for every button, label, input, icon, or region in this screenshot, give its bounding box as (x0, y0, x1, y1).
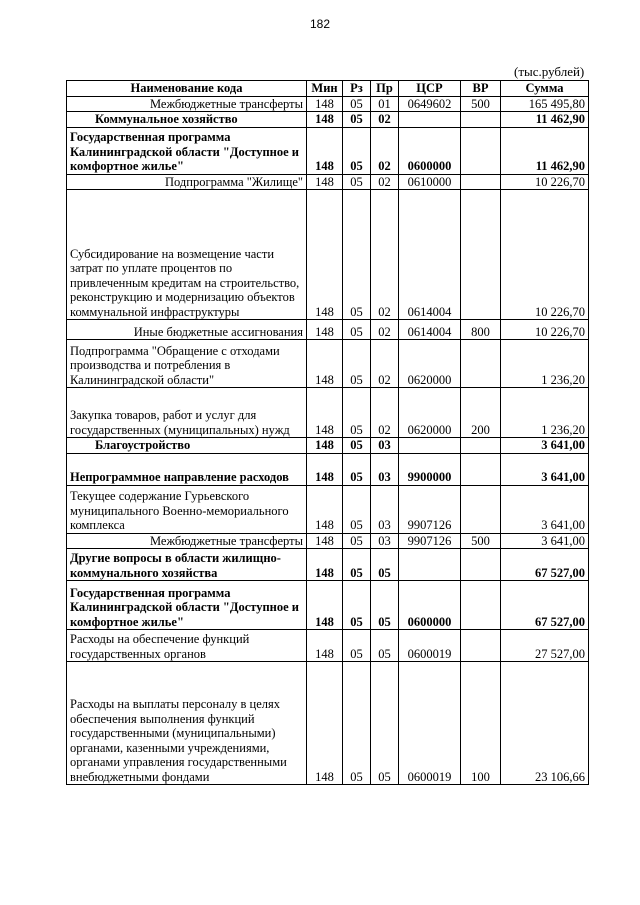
row-sum: 3 641,00 (501, 533, 589, 549)
row-pr: 03 (371, 533, 399, 549)
row-csr: 0600000 (399, 581, 461, 630)
row-vr (461, 127, 501, 174)
row-pr: 02 (371, 112, 399, 128)
row-csr (399, 112, 461, 128)
row-pr: 02 (371, 340, 399, 388)
row-name: Государственная программа Калининградской области "Доступное и комфортное жилье" (67, 581, 307, 630)
row-pr: 02 (371, 174, 399, 190)
row-min: 148 (307, 190, 343, 320)
table-row (67, 388, 589, 438)
header-vr: ВР (461, 81, 501, 97)
row-sum: 67 527,00 (501, 549, 589, 581)
row-pr: 05 (371, 630, 399, 662)
row-name: Текущее содержание Гурьевского муниципального Военно-мемориального комплекса (67, 485, 307, 533)
header-min: Мин (307, 81, 343, 97)
row-pr: 03 (371, 438, 399, 454)
row-rz: 05 (343, 340, 371, 388)
row-sum: 1 236,20 (501, 388, 589, 438)
row-pr: 05 (371, 581, 399, 630)
row-vr (461, 453, 501, 485)
row-min: 148 (307, 320, 343, 340)
row-rz: 05 (343, 112, 371, 128)
table-row (67, 662, 589, 785)
row-sum: 1 236,20 (501, 340, 589, 388)
row-vr (461, 174, 501, 190)
table-row (67, 96, 589, 112)
row-name: Подпрограмма "Обращение с отходами производства и потребления в Калининградской области" (67, 340, 307, 388)
row-csr: 0610000 (399, 174, 461, 190)
row-vr (461, 581, 501, 630)
row-vr (461, 438, 501, 454)
row-rz: 05 (343, 453, 371, 485)
row-name: Межбюджетные трансферты (67, 96, 307, 112)
row-name: Благоустройство (67, 438, 307, 454)
row-csr: 0614004 (399, 190, 461, 320)
row-vr (461, 340, 501, 388)
row-min: 148 (307, 340, 343, 388)
row-pr: 03 (371, 453, 399, 485)
row-vr: 200 (461, 388, 501, 438)
row-csr (399, 438, 461, 454)
row-rz: 05 (343, 190, 371, 320)
row-min: 148 (307, 388, 343, 438)
row-min: 148 (307, 453, 343, 485)
row-sum: 11 462,90 (501, 127, 589, 174)
row-rz: 05 (343, 549, 371, 581)
table-row (67, 485, 589, 533)
row-rz: 05 (343, 96, 371, 112)
row-sum: 11 462,90 (501, 112, 589, 128)
row-vr (461, 630, 501, 662)
row-name: Непрограммное направление расходов (67, 453, 307, 485)
row-csr: 0620000 (399, 340, 461, 388)
table-row (67, 320, 589, 340)
row-name: Государственная программа Калининградской области "Доступное и комфортное жилье" (67, 127, 307, 174)
row-rz: 05 (343, 485, 371, 533)
header-rz: Рз (343, 81, 371, 97)
row-pr: 03 (371, 485, 399, 533)
row-min: 148 (307, 485, 343, 533)
row-name: Иные бюджетные ассигнования (67, 320, 307, 340)
table-row (67, 581, 589, 630)
row-pr: 02 (371, 127, 399, 174)
row-pr: 05 (371, 662, 399, 785)
row-vr (461, 190, 501, 320)
row-vr: 800 (461, 320, 501, 340)
table-row (67, 630, 589, 662)
row-vr (461, 485, 501, 533)
table-row (67, 549, 589, 581)
row-min: 148 (307, 438, 343, 454)
row-csr (399, 549, 461, 581)
row-rz: 05 (343, 388, 371, 438)
row-csr: 9907126 (399, 533, 461, 549)
row-sum: 10 226,70 (501, 190, 589, 320)
header-pr: Пр (371, 81, 399, 97)
row-min: 148 (307, 549, 343, 581)
row-vr: 500 (461, 533, 501, 549)
row-min: 148 (307, 533, 343, 549)
row-pr: 05 (371, 549, 399, 581)
row-rz: 05 (343, 320, 371, 340)
row-rz: 05 (343, 662, 371, 785)
row-rz: 05 (343, 581, 371, 630)
header-name: Наименование кода (67, 81, 307, 97)
row-sum: 3 641,00 (501, 438, 589, 454)
row-name: Закупка товаров, работ и услуг для государственных (муниципальных) нужд (67, 388, 307, 438)
row-vr: 500 (461, 96, 501, 112)
row-min: 148 (307, 630, 343, 662)
row-name: Межбюджетные трансферты (67, 533, 307, 549)
row-min: 148 (307, 127, 343, 174)
table-row (67, 438, 589, 454)
row-vr (461, 549, 501, 581)
page-number: 182 (309, 17, 331, 31)
row-csr: 0600000 (399, 127, 461, 174)
row-name: Субсидирование на возмещение части затрат по уплате процентов по привлеченным кредитам на строительство, реконструкцию и модернизацию объектов коммунальной инфраструктуры (67, 190, 307, 320)
row-name: Расходы на обеспечение функций государственных органов (67, 630, 307, 662)
row-sum: 67 527,00 (501, 581, 589, 630)
row-min: 148 (307, 581, 343, 630)
budget-table (66, 80, 589, 785)
table-row (67, 112, 589, 128)
row-rz: 05 (343, 630, 371, 662)
row-csr: 9900000 (399, 453, 461, 485)
header-sum: Сумма (501, 81, 589, 97)
row-csr: 0600019 (399, 662, 461, 785)
row-rz: 05 (343, 533, 371, 549)
table-row (67, 190, 589, 320)
row-sum: 27 527,00 (501, 630, 589, 662)
unit-label: (тыс.рублей) (514, 64, 585, 79)
row-name: Другие вопросы в области жилищно-коммунального хозяйства (67, 549, 307, 581)
table-row (67, 127, 589, 174)
header-csr: ЦСР (399, 81, 461, 97)
row-min: 148 (307, 112, 343, 128)
row-name: Расходы на выплаты персоналу в целях обеспечения выполнения функций государственными (муниципальными) органами, казенными учреждениями, органами управления государственными внебюджетными фондами (67, 662, 307, 785)
table-row (67, 533, 589, 549)
row-name: Коммунальное хозяйство (67, 112, 307, 128)
row-csr: 0620000 (399, 388, 461, 438)
row-vr (461, 112, 501, 128)
row-sum: 10 226,70 (501, 320, 589, 340)
row-name: Подпрограмма "Жилище" (67, 174, 307, 190)
row-pr: 02 (371, 388, 399, 438)
row-rz: 05 (343, 127, 371, 174)
row-vr: 100 (461, 662, 501, 785)
row-pr: 02 (371, 190, 399, 320)
row-rz: 05 (343, 174, 371, 190)
row-min: 148 (307, 174, 343, 190)
row-sum: 3 641,00 (501, 453, 589, 485)
row-csr: 9907126 (399, 485, 461, 533)
row-sum: 23 106,66 (501, 662, 589, 785)
row-min: 148 (307, 662, 343, 785)
row-min: 148 (307, 96, 343, 112)
row-pr: 01 (371, 96, 399, 112)
row-sum: 3 641,00 (501, 485, 589, 533)
row-sum: 165 495,80 (501, 96, 589, 112)
row-sum: 10 226,70 (501, 174, 589, 190)
table-row (67, 453, 589, 485)
row-pr: 02 (371, 320, 399, 340)
row-csr: 0600019 (399, 630, 461, 662)
table-header-row (67, 81, 589, 97)
row-csr: 0649602 (399, 96, 461, 112)
table-row (67, 174, 589, 190)
row-csr: 0614004 (399, 320, 461, 340)
row-rz: 05 (343, 438, 371, 454)
table-row (67, 340, 589, 388)
